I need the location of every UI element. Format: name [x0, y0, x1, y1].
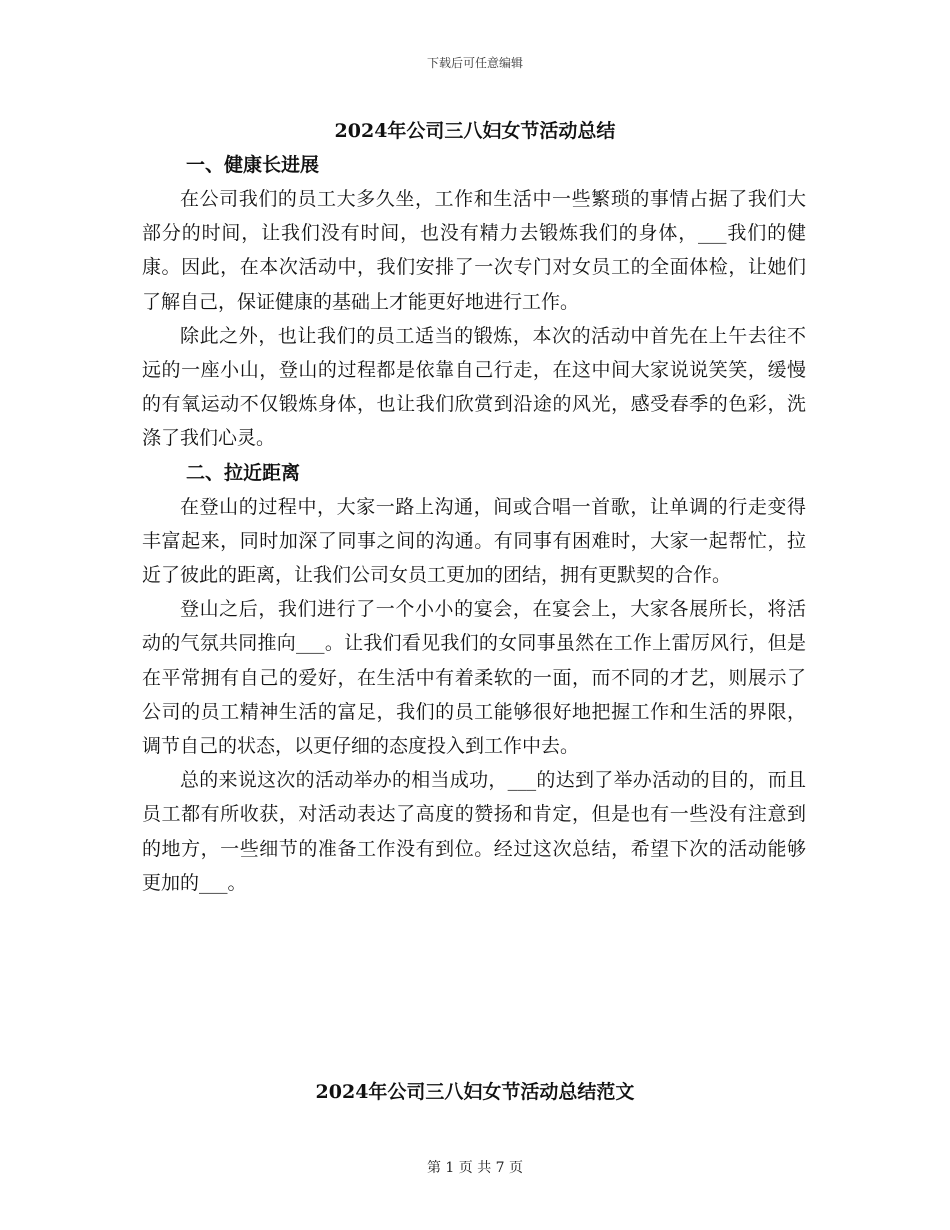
paragraph: 除此之外，也让我们的员工适当的锻炼，本次的活动中首先在上午去往不远的一座小山，登山的过程都是依靠自己行走，在这中间大家说说笑笑，缓慢的有氧运动不仅锻炼身体，也让我们欣赏到沿途的风光，感受春季的色彩，洗涤了我们心灵。	[142, 324, 806, 450]
second-document-title: 2024年公司三八妇女节活动总结范文	[315, 1081, 635, 1103]
paragraph: 在公司我们的员工大多久坐，工作和生活中一些繁琐的事情占据了我们大部分的时间，让我们没有时间，也没有精力去锻炼我们的身体，___我们的健康。因此，在本次活动中，我们安排了一次专门对女员工的全面体检，让她们了解自己，保证健康的基础上才能更好地进行工作。	[142, 188, 806, 313]
paragraph: 登山之后，我们进行了一个小小的宴会，在宴会上，大家各展所长，将活动的气氛共同推向___。让我们看见我们的女同事虽然在工作上雷厉风行，但是在平常拥有自己的爱好，在生活中有着柔软的一面，而不同的才艺，则展示了公司的员工精神生活的富足，我们的员工能够很好地把握工作和生活的界限，调节自己的状态，以更仔细的态度投入到工作中去。	[142, 598, 806, 758]
document-body	[142, 148, 806, 900]
paragraph: 在登山的过程中，大家一路上沟通，间或合唱一首歌，让单调的行走变得丰富起来，同时加深了同事之间的沟通。有同事有困难时，大家一起帮忙，拉近了彼此的距离，让我们公司女员工更加的团结，拥有更默契的合作。	[142, 495, 806, 587]
page-footer: 第 1 页 共 7 页	[426, 1160, 524, 1176]
section-heading-health: 一、健康长进展	[186, 154, 320, 176]
paragraph: 总的来说这次的活动举办的相当成功，___的达到了举办活动的目的，而且员工都有所收获，对活动表达了高度的赞扬和肯定，但是也有一些没有注意到的地方，一些细节的准备工作没有到位。经过这次总结，希望下次的活动能够更加的___。	[142, 769, 806, 894]
header-note: 下载后可任意编辑	[426, 56, 523, 70]
section-heading-closer: 二、拉近距离	[186, 461, 301, 484]
document-title: 2024年公司三八妇女节活动总结	[334, 120, 616, 142]
